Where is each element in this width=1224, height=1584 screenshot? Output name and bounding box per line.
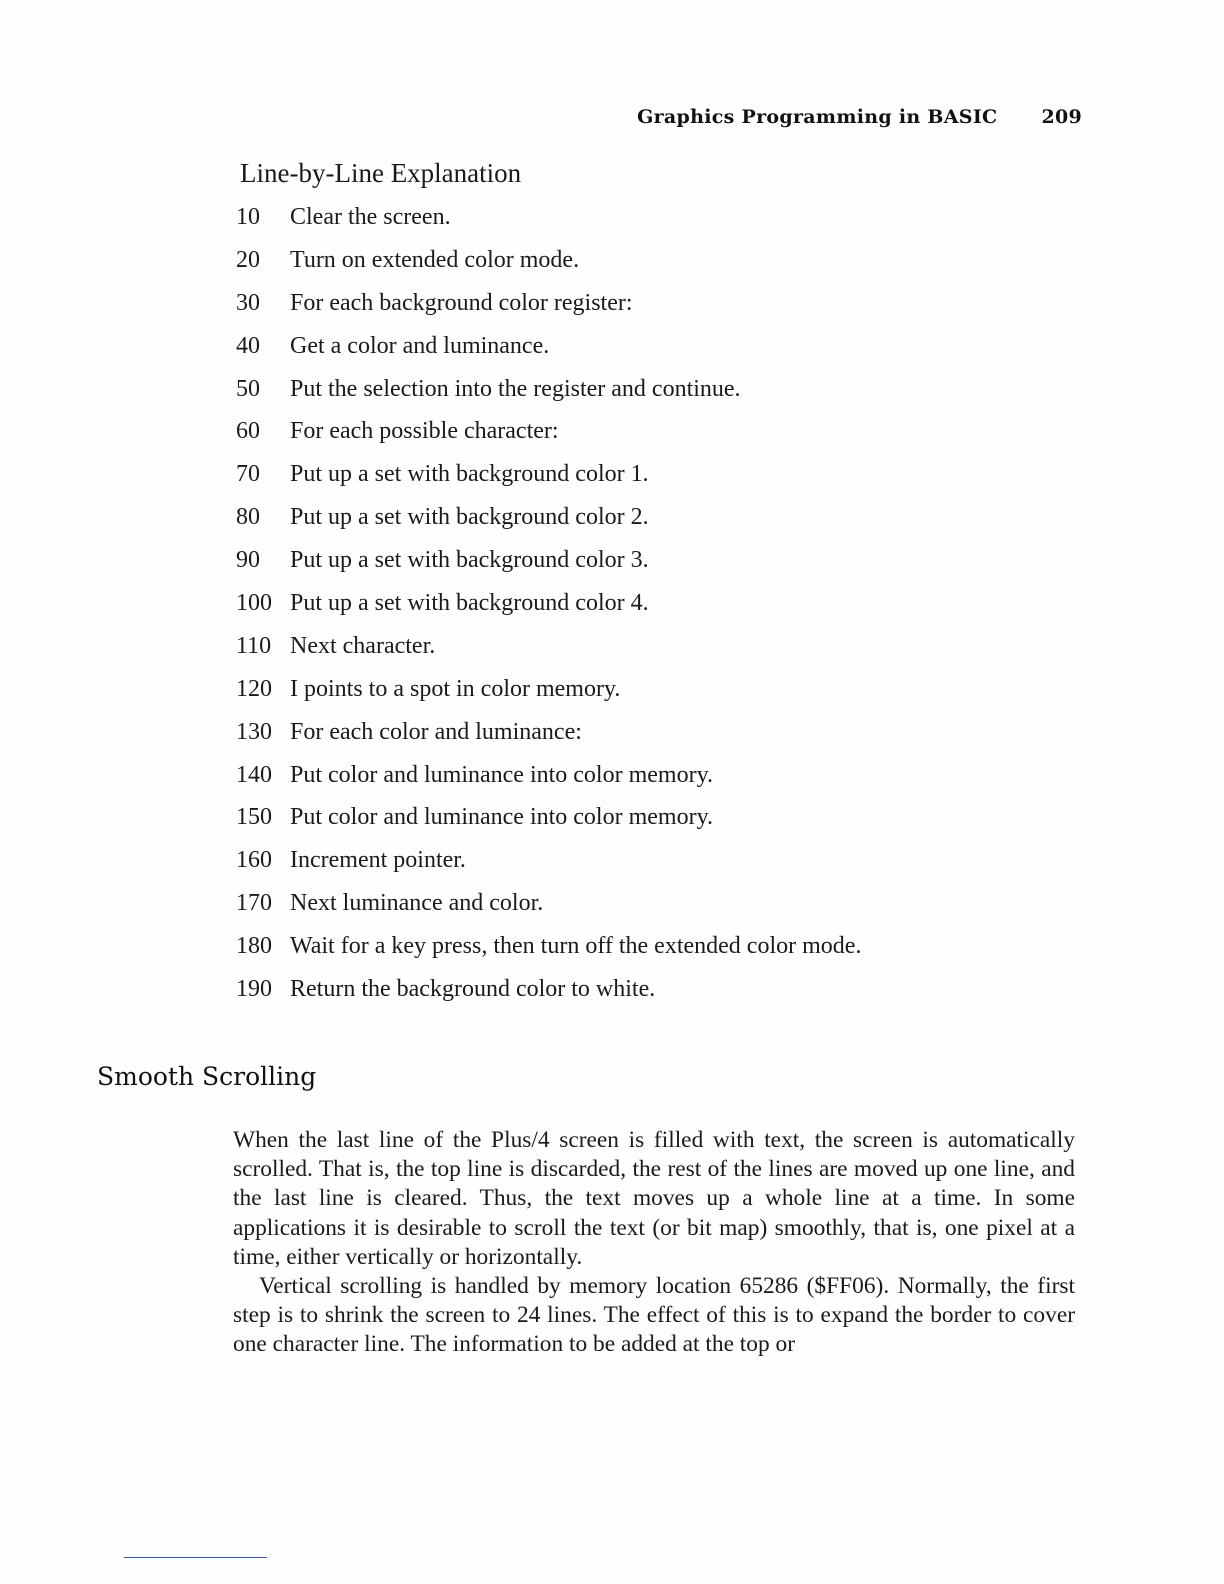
explanation-line <box>236 847 861 890</box>
line-number: 190 <box>236 976 272 1003</box>
line-text: For each possible character: <box>290 418 559 445</box>
explanation-line <box>236 547 861 590</box>
line-text: Put color and luminance into color memory. <box>290 804 714 831</box>
line-text: Clear the screen. <box>290 204 451 230</box>
running-title: Graphics Programming in BASIC <box>637 106 998 128</box>
explanation-title: Line-by-Line Explanation <box>240 158 522 188</box>
page-number: 209 <box>1041 106 1082 128</box>
line-text: Return the background color to white. <box>290 976 656 1003</box>
running-head <box>637 106 1082 128</box>
explanation-list <box>236 204 861 1019</box>
line-number: 120 <box>236 675 272 702</box>
paragraph: Vertical scrolling is handled by memory location 65286 ($FF06). Normally, the first step is to shrink the screen to 24 lines. The effect of this is to expand the border to cover one character line. The information to be added at the top or <box>233 1273 1075 1358</box>
line-number: 10 <box>236 204 260 230</box>
line-number: 150 <box>236 804 272 831</box>
explanation-line <box>236 890 861 933</box>
section-heading: Smooth Scrolling <box>97 1062 317 1091</box>
explanation-line <box>236 204 861 247</box>
footer-rule <box>124 1557 267 1558</box>
line-number: 80 <box>236 504 260 531</box>
explanation-line <box>236 633 861 676</box>
explanation-line <box>236 461 861 504</box>
line-text: Put up a set with background color 2. <box>290 504 649 531</box>
explanation-line <box>236 590 861 633</box>
line-text: Increment pointer. <box>290 847 466 874</box>
line-text: For each background color register: <box>290 289 633 316</box>
line-number: 30 <box>236 289 260 316</box>
line-text: Get a color and luminance. <box>290 332 550 359</box>
explanation-line <box>236 762 861 805</box>
explanation-line <box>236 804 861 847</box>
explanation-line <box>236 976 861 1019</box>
body-text <box>233 1126 1075 1360</box>
line-number: 100 <box>236 590 272 617</box>
line-text: Put up a set with background color 4. <box>290 590 649 617</box>
line-number: 90 <box>236 547 260 574</box>
line-number: 170 <box>236 890 272 917</box>
line-number: 160 <box>236 847 272 874</box>
explanation-line <box>236 333 861 376</box>
line-number: 60 <box>236 418 260 445</box>
line-text: Put color and luminance into color memory. <box>290 761 714 788</box>
line-number: 70 <box>236 461 260 488</box>
line-number: 180 <box>236 933 272 960</box>
paragraph: When the last line of the Plus/4 screen is filled with text, the screen is automatically scrolled. That is, the top line is discarded, the rest of the lines are moved up one line, and the last line is cleared. Thus, the text moves up a whole line at a time. In some applications it is desirable to scroll the text (or bit map) smoothly, that is, one pixel at a time, either vertically or horizontally. <box>233 1127 1075 1270</box>
line-text: I points to a spot in color memory. <box>290 675 621 702</box>
line-number: 20 <box>236 246 260 273</box>
explanation-line <box>236 418 861 461</box>
line-text: For each color and luminance: <box>290 718 582 745</box>
line-text: Put up a set with background color 3. <box>290 547 649 574</box>
explanation-line <box>236 933 861 976</box>
explanation-line <box>236 676 861 719</box>
line-number: 130 <box>236 718 272 745</box>
explanation-line <box>236 504 861 547</box>
line-number: 140 <box>236 761 272 788</box>
line-text: Put up a set with background color 1. <box>290 461 649 488</box>
line-text: Turn on extended color mode. <box>290 246 580 273</box>
line-text: Wait for a key press, then turn off the extended color mode. <box>290 933 862 960</box>
line-number: 40 <box>236 332 260 359</box>
explanation-line <box>236 247 861 290</box>
explanation-line <box>236 719 861 762</box>
line-text: Put the selection into the register and continue. <box>290 375 741 402</box>
line-text: Next luminance and color. <box>290 890 544 917</box>
explanation-line <box>236 376 861 419</box>
explanation-line <box>236 290 861 333</box>
line-number: 50 <box>236 375 260 402</box>
line-number: 110 <box>236 632 272 659</box>
line-text: Next character. <box>290 632 436 659</box>
